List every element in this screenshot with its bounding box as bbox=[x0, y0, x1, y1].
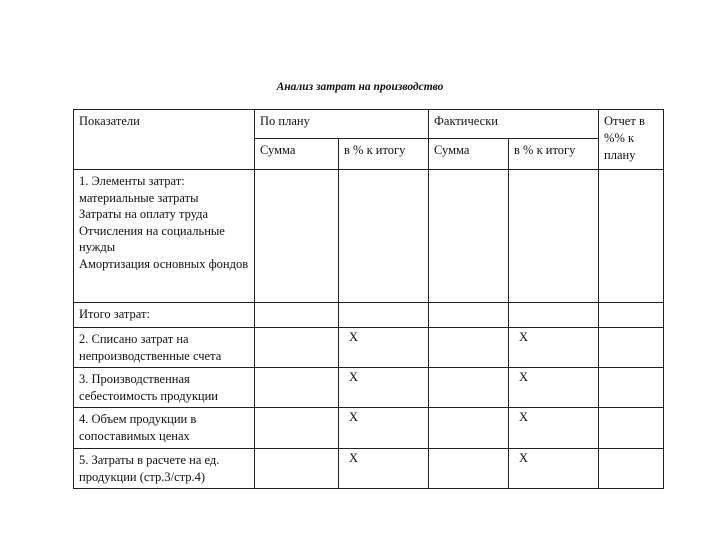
cell-report bbox=[599, 170, 664, 303]
header-report: Отчет в %% к плану bbox=[599, 110, 664, 170]
cell-plan-sum bbox=[255, 303, 339, 328]
row-label-production-cost: 3. Производственная себестоимость продукции bbox=[74, 368, 255, 408]
table-row bbox=[74, 328, 664, 368]
row-label-written-off: 2. Списано затрат на непроизводственные счета bbox=[74, 328, 255, 368]
cell-actual-sum bbox=[429, 408, 509, 449]
cell-plan-sum bbox=[255, 449, 339, 489]
label-line: Затраты на оплату труда bbox=[79, 207, 209, 221]
cell-actual-pct: Х bbox=[509, 368, 599, 408]
label-line: материальные затраты bbox=[79, 190, 199, 205]
header-actual-pct: в % к итогу bbox=[509, 139, 599, 170]
table-row bbox=[74, 449, 664, 489]
row-label-unit-cost: 5. Затраты в расчете на ед. продукции (стр.3/стр.4) bbox=[74, 449, 255, 489]
header-plan-sum: Сумма bbox=[255, 139, 339, 170]
row-label-total: Итого затрат: bbox=[74, 303, 255, 328]
cell-plan-sum bbox=[255, 368, 339, 408]
cost-analysis-table bbox=[73, 109, 664, 489]
label-line: 1. Элементы затрат: bbox=[79, 174, 185, 188]
table-row bbox=[74, 368, 664, 408]
header-indicator: Показатели bbox=[74, 110, 255, 170]
cell-actual-sum bbox=[429, 328, 509, 368]
table-row bbox=[74, 303, 664, 328]
table-header-row bbox=[74, 110, 664, 139]
cell-plan-sum bbox=[255, 408, 339, 449]
cell-actual-sum bbox=[429, 170, 509, 303]
cell-actual-sum bbox=[429, 368, 509, 408]
cell-actual-pct bbox=[509, 170, 599, 303]
cell-actual-pct: Х bbox=[509, 408, 599, 449]
cell-report bbox=[599, 449, 664, 489]
label-line: Отчисления на социальные нужды bbox=[79, 223, 225, 254]
row-label-output-volume: 4. Объем продукции в сопоставимых ценах bbox=[74, 408, 255, 449]
cell-actual-sum bbox=[429, 303, 509, 328]
header-plan: По плану bbox=[255, 110, 429, 139]
document-title: Анализ затрат на производство bbox=[276, 81, 444, 93]
cell-plan-pct: Х bbox=[339, 328, 429, 368]
cell-report bbox=[599, 408, 664, 449]
header-actual-sum: Сумма bbox=[429, 139, 509, 170]
cell-plan-sum bbox=[255, 170, 339, 303]
header-actual: Фактически bbox=[429, 110, 599, 139]
cell-actual-pct: Х bbox=[509, 449, 599, 489]
cell-plan-pct: Х bbox=[339, 449, 429, 489]
table-row bbox=[74, 170, 664, 303]
cell-actual-sum bbox=[429, 449, 509, 489]
cell-plan-pct bbox=[339, 170, 429, 303]
cell-actual-pct: Х bbox=[509, 328, 599, 368]
cell-report bbox=[599, 303, 664, 328]
cell-plan-pct bbox=[339, 303, 429, 328]
header-plan-pct: в % к итогу bbox=[339, 139, 429, 170]
cell-plan-pct: Х bbox=[339, 368, 429, 408]
row-label-cost-elements bbox=[74, 170, 255, 303]
cell-report bbox=[599, 368, 664, 408]
cell-plan-pct: Х bbox=[339, 408, 429, 449]
label-line: Амортизация основных фондов bbox=[79, 256, 249, 271]
cell-actual-pct bbox=[509, 303, 599, 328]
table-row bbox=[74, 408, 664, 449]
cell-plan-sum bbox=[255, 328, 339, 368]
cell-report bbox=[599, 328, 664, 368]
